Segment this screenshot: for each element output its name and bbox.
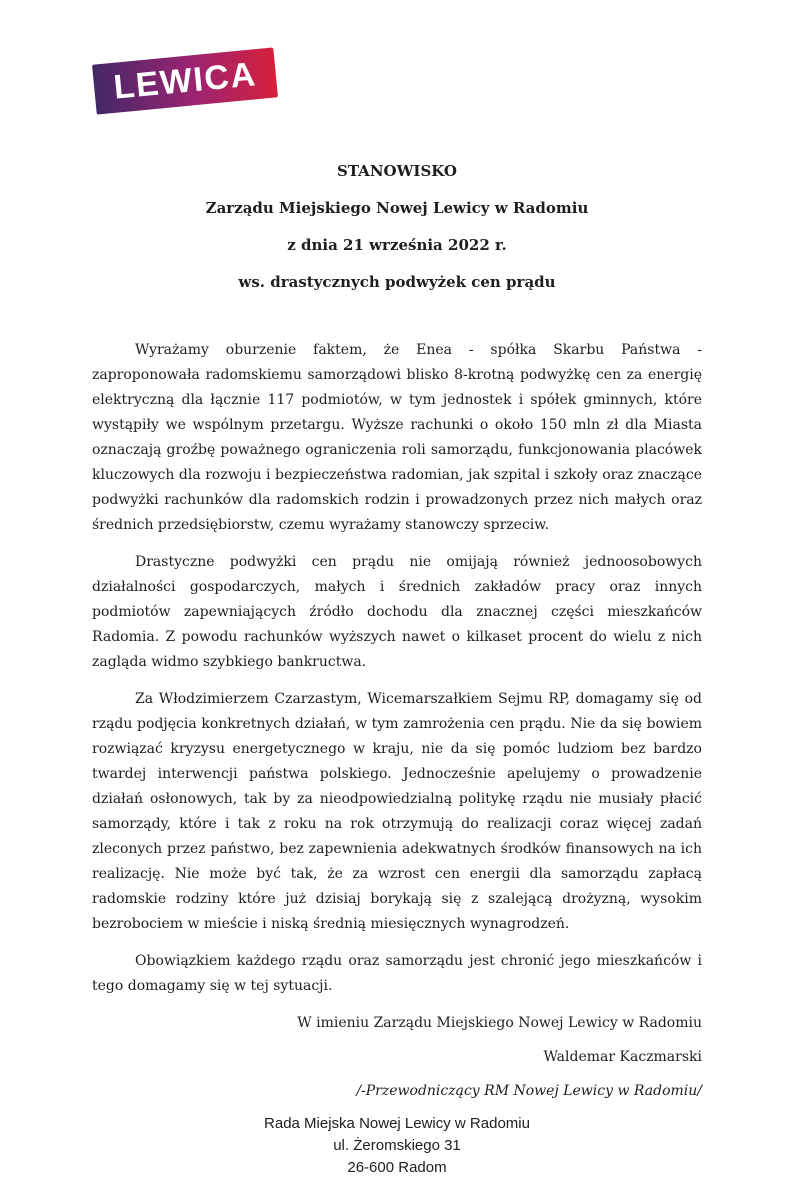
- document-header: [92, 162, 702, 292]
- logo-container: [92, 56, 702, 126]
- lewica-logo-text: LEWICA: [111, 55, 259, 107]
- footer-address: [92, 1113, 702, 1179]
- lewica-logo: [92, 47, 278, 114]
- signature-role: /-Przewodniczący RM Nowej Lewicy w Radomiu/: [356, 1083, 702, 1099]
- footer-organization: Rada Miejska Nowej Lewicy w Radomiu: [264, 1115, 530, 1132]
- doc-type-title: STANOWISKO: [337, 162, 457, 180]
- signature-block: [92, 1011, 702, 1104]
- paragraph-3: Za Włodzimierzem Czarzastym, Wicemarszałkiem Sejmu RP, domagamy się od rządu podjęcia konkretnych działań, w tym zamrożenia cen prądu. Nie da się bowiem rozwiązać kryzysu energetycznego w kraju, nie da się pomóc ludziom bez bardzo twardej interwencji państwa polskiego. Jednocześnie apelujemy o prowadzenie działań osłonowych, tak by za nieodpowiedzialną politykę rządu nie musiały płacić samorządy, które i tak z roku na rok otrzymują do realizacji coraz więcej zadań zleconych przez państwo, bez zapewnienia adekwatnych środków finansowych na ich realizację. Nie może być tak, że za wzrost cen energii dla samorządu zapłacą radomskie rodziny które już dzisiaj borykają się z szalejącą drożyzną, wysokim bezrobociem w mieście i niską średnią miesięcznych wynagrodzeń.: [92, 691, 702, 932]
- paragraph-2: Drastyczne podwyżki cen prądu nie omijają również jednoosobowych działalności gospodarczych, małych i średnich zakładów pracy oraz innych podmiotów zapewniających źródło dochodu dla znacznej części mieszkańców Radomia. Z powodu rachunków wyższych nawet o kilkaset procent do wielu z nich zagląda widmo szybkiego bankructwa.: [92, 554, 702, 670]
- signature-name: Waldemar Kaczmarski: [543, 1049, 702, 1065]
- doc-date-line: z dnia 21 września 2022 r.: [287, 236, 507, 254]
- doc-subject-line: ws. drastycznych podwyżek cen prądu: [238, 273, 556, 291]
- doc-issuer-title: Zarządu Miejskiego Nowej Lewicy w Radomiu: [205, 199, 589, 217]
- footer-street: ul. Żeromskiego 31: [333, 1137, 461, 1154]
- document-body: [92, 338, 702, 999]
- footer-city: 26-600 Radom: [347, 1159, 447, 1176]
- signature-on-behalf: W imieniu Zarządu Miejskiego Nowej Lewicy w Radomiu: [297, 1015, 702, 1031]
- paragraph-4: Obowiązkiem każdego rządu oraz samorządu jest chronić jego mieszkańców i tego domagamy się w tej sytuacji.: [92, 953, 702, 994]
- paragraph-1: Wyrażamy oburzenie faktem, że Enea - spółka Skarbu Państwa - zaproponowała radomskiemu samorządowi blisko 8-krotną podwyżkę cen za energię elektryczną dla łącznie 117 podmiotów, w tym jednostek i spółek gminnych, które wystąpiły we wspólnym przetargu. Wyższe rachunki o około 150 mln zł dla Miasta oznaczają groźbę poważnego ograniczenia roli samorządu, funkcjonowania placówek kluczowych dla rozwoju i bezpieczeństwa radomian, jak szpital i szkoły oraz znaczące podwyżki rachunków dla radomskich rodzin i prowadzonych przez nich małych oraz średnich przedsiębiorstw, czemu wyrażamy stanowczy sprzeciw.: [92, 342, 702, 533]
